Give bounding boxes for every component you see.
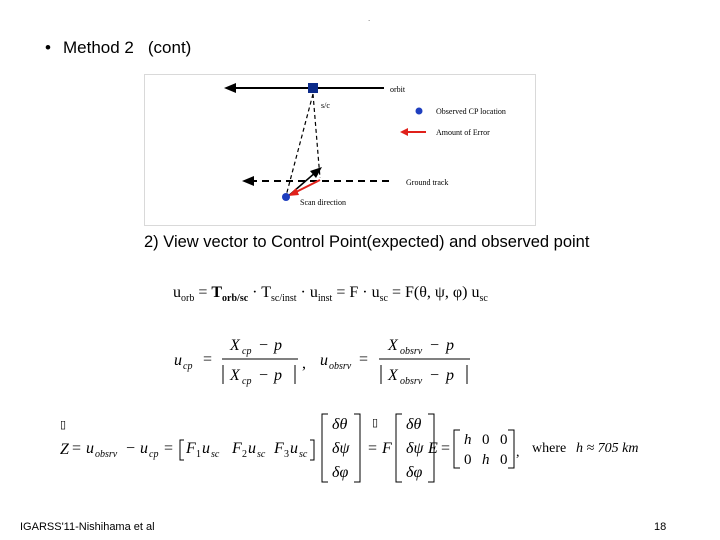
- eq2-den-cp: cp: [242, 376, 252, 387]
- slide-title: [45, 38, 191, 58]
- sc-label: s/c: [321, 101, 330, 110]
- page-number: 18: [654, 521, 667, 533]
- eq3-f3-usc-sub: sc: [299, 449, 308, 460]
- blue-dot-icon: [416, 108, 423, 115]
- eq3-f1-sub: 1: [196, 449, 201, 460]
- eq3-u-cp: u: [140, 440, 148, 457]
- eq1-t1: T: [211, 284, 223, 301]
- eq3-z-vector-mark: ▯: [60, 419, 67, 431]
- legend-observed-cp: Observed CP location: [436, 107, 506, 116]
- eq3-comma: ,: [516, 445, 520, 460]
- eq1-dot-2: ·: [296, 284, 310, 301]
- eq3-z: Z: [60, 441, 69, 458]
- eq1-t2: T: [261, 284, 271, 301]
- eq1-dot-3: ·: [358, 284, 372, 301]
- eq2-den-minus: −: [259, 367, 269, 384]
- eq1-u-sc-sub-2: sc: [479, 293, 488, 305]
- equation-1: [173, 284, 488, 304]
- spacecraft-icon: [308, 83, 318, 93]
- eq3-minus: −: [126, 440, 136, 457]
- eq3-h-value: h ≈ 705 km: [576, 441, 639, 456]
- eq3-obsrv-sub: obsrv: [95, 449, 118, 460]
- eq3-where: where: [532, 441, 567, 456]
- eq3-f1-u: u: [202, 440, 210, 457]
- eq2-num2-obsrv: obsrv: [400, 346, 423, 357]
- eq2-num-x: X: [230, 337, 240, 354]
- eq3-cp-sub: cp: [149, 449, 159, 460]
- eq3-equals-4: =: [441, 440, 451, 457]
- eq3-m13: 0: [500, 432, 508, 448]
- eq2-den2-p: p: [446, 367, 454, 384]
- observed-cp-dot: [282, 193, 290, 201]
- eq1-equals-2: =: [332, 284, 350, 301]
- eq1-u-orb: u: [173, 284, 181, 301]
- eq3-f: F: [382, 440, 392, 457]
- eq3-equals-1: =: [72, 440, 82, 457]
- eq3-f3-sub: 3: [284, 449, 289, 460]
- eq3-u-obsrv: u: [86, 440, 94, 457]
- eq2-num2-p: p: [446, 337, 454, 354]
- eq3-delta-theta-1: δθ: [332, 416, 348, 433]
- eq3-m12: 0: [482, 432, 490, 448]
- eq2-comma: ,: [302, 355, 306, 372]
- eq3-equals-2: =: [164, 440, 174, 457]
- eq2-den2-minus: −: [430, 367, 440, 384]
- eq3-bracket-right-2: [354, 414, 360, 482]
- eq3-f1-usc-sub: sc: [211, 449, 220, 460]
- eq1-t2-sub: sc/inst: [270, 293, 297, 305]
- eq1-f-function: F(θ, ψ, φ) u: [404, 284, 480, 301]
- top-mark: .: [368, 14, 371, 23]
- caption: 2) View vector to Control Point(expected) and observed point: [144, 233, 590, 251]
- equation-3: [56, 412, 676, 484]
- eq2-num2-minus: −: [430, 337, 440, 354]
- eq3-f2-u: u: [248, 440, 256, 457]
- eq3-bracket-right-4: [508, 430, 514, 468]
- eq3-bracket-left-3: [396, 414, 402, 482]
- eq3-delta-theta-2: δθ: [406, 416, 422, 433]
- eq2-u-cp: u: [174, 352, 182, 369]
- eq1-u-inst: u: [309, 284, 318, 301]
- eq3-delta-psi-2: δψ: [406, 440, 424, 457]
- eq3-f-vector-mark: ▯: [372, 417, 379, 429]
- eq2-num-p: p: [274, 337, 282, 354]
- eq3-bracket-left-1: [180, 440, 184, 460]
- footer-credit: IGARSS'11-Nishihama et al: [20, 521, 155, 533]
- eq1-equals: =: [194, 284, 212, 301]
- orbit-label: orbit: [390, 85, 406, 94]
- geometry-diagram: [144, 74, 536, 226]
- eq3-delta-psi-1: δψ: [332, 440, 350, 457]
- eq1-dot-1: ·: [248, 284, 262, 301]
- eq2-den2-x: X: [388, 367, 398, 384]
- eq2-den-p: p: [274, 367, 282, 384]
- eq2-num2-x: X: [388, 337, 398, 354]
- eq3-f2-sub: 2: [242, 449, 247, 460]
- eq3-bracket-left-2: [322, 414, 328, 482]
- eq2-obsrv-sub: obsrv: [329, 361, 352, 372]
- eq3-e: E: [428, 440, 438, 457]
- eq3-m21: 0: [464, 452, 472, 468]
- eq1-t1-sub: orb/sc: [222, 293, 249, 305]
- bullet-icon: •: [45, 38, 51, 57]
- eq2-den-x: X: [230, 367, 240, 384]
- eq2-u-obsrv: u: [320, 352, 328, 369]
- ground-track-label: Ground track: [406, 178, 449, 187]
- eq2-den2-obsrv: obsrv: [400, 376, 423, 387]
- eq1-u-sc: u: [371, 284, 380, 301]
- eq3-m23: 0: [500, 452, 508, 468]
- eq3-f2-usc-sub: sc: [257, 449, 266, 460]
- eq3-f2: F: [232, 440, 242, 457]
- eq2-cp-sub: cp: [183, 361, 193, 372]
- scan-direction-label: Scan direction: [300, 198, 346, 207]
- eq3-bracket-right-1: [310, 440, 314, 460]
- eq2-num-cp: cp: [242, 346, 252, 357]
- eq3-f1: F: [186, 440, 196, 457]
- eq3-m11: h: [464, 432, 472, 448]
- eq2-equals-2: =: [359, 351, 369, 368]
- eq2-equals-1: =: [203, 351, 213, 368]
- eq1-u-orb-sub: orb: [181, 293, 195, 305]
- eq3-equals-3: =: [368, 440, 378, 457]
- eq2-num-minus: −: [259, 337, 269, 354]
- eq1-u-inst-sub: inst: [317, 293, 333, 305]
- eq1-u-sc-sub: sc: [379, 293, 388, 305]
- equation-2: [170, 328, 480, 390]
- eq3-delta-phi-2: δφ: [406, 464, 423, 481]
- eq3-f3-u: u: [290, 440, 298, 457]
- legend-amount-error: Amount of Error: [436, 128, 490, 137]
- eq3-f3: F: [274, 440, 284, 457]
- eq3-bracket-left-4: [454, 430, 460, 468]
- eq3-m22: h: [482, 452, 490, 468]
- eq1-f: F: [349, 284, 359, 301]
- title-text: Method 2: [63, 38, 134, 57]
- eq1-equals-3: =: [387, 284, 405, 301]
- eq3-delta-phi-1: δφ: [332, 464, 349, 481]
- title-suffix: (cont): [147, 38, 192, 57]
